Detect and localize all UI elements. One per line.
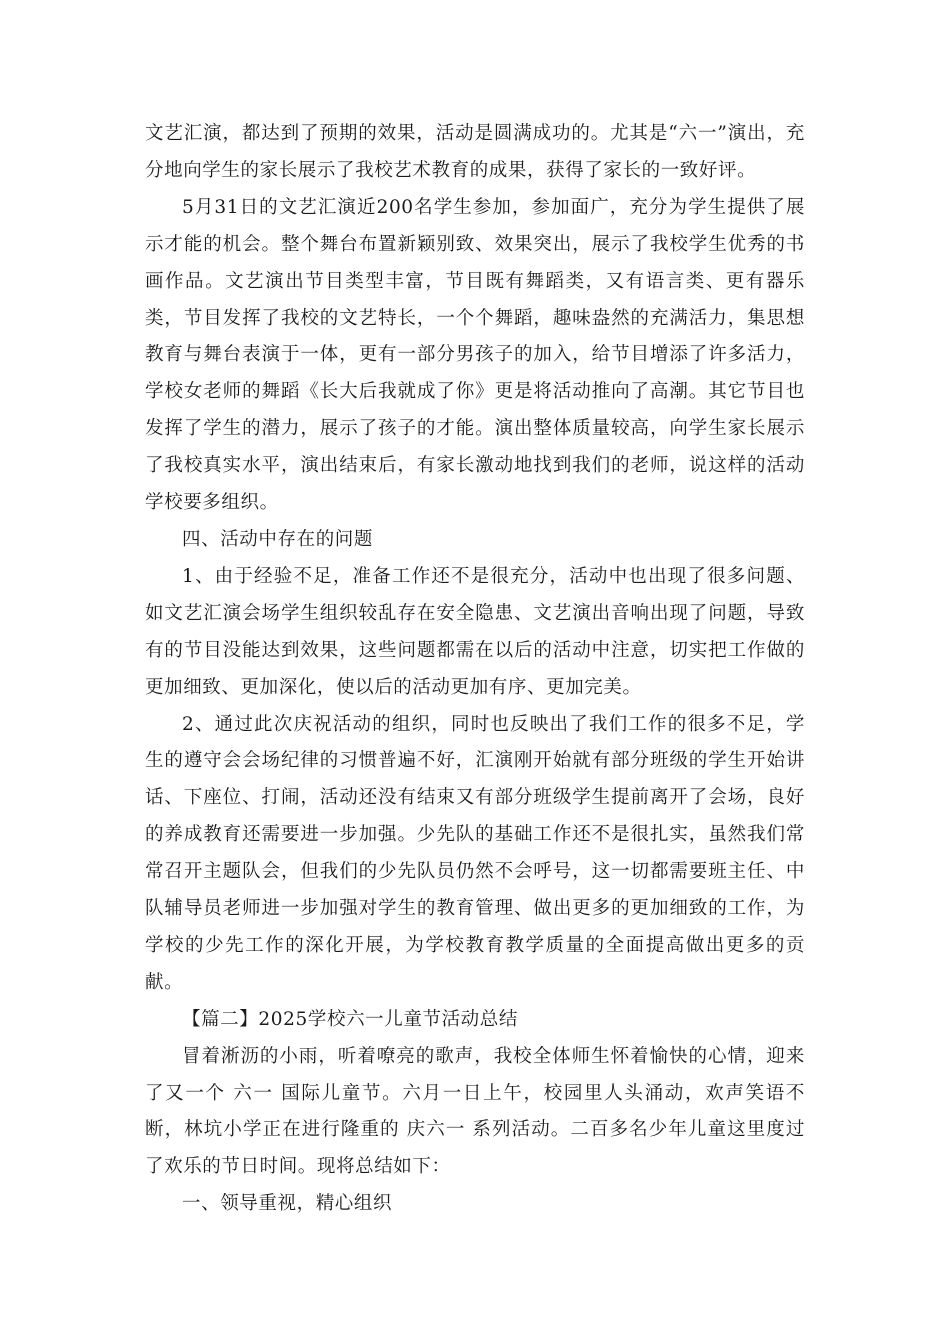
section-heading-problems: 四、活动中存在的问题 — [182, 528, 374, 550]
paragraph-continuation: 文艺汇演，都达到了预期的效果，活动是圆满成功的。尤其是“六一”演出，充分地向学生的家长展示了我校艺术教育的成果，获得了家长的一致好评。 — [145, 123, 805, 181]
paragraph-performance: 5月31日的文艺汇演近200名学生参加，参加面广，充分为学生提供了展示才能的机会。整个舞台布置新颖别致、效果突出，展示了我校学生优秀的书画作品。文艺演出节目类型丰富，节目既有舞蹈类，又有语言类、更有器乐类，节目发挥了我校的文艺特长，一个个舞蹈，趣味盎然的充满活力，集思想教育与舞台表演于一体，更有一部分男孩子的加入，给节目增添了许多活力，学校女老师的舞蹈《长大后我就成了你》更是将活动推向了高潮。其它节目也发挥了学生的潜力，展示了孩子的才能。演出整体质量较高，向学生家长展示了我校真实水平，演出结束后，有家长激动地找到我们的老师，说这样的活动学校要多组织。 — [145, 196, 805, 514]
section-heading-leadership: 一、领导重视，精心组织 — [182, 1193, 393, 1215]
document-body — [145, 116, 805, 1223]
paragraph-intro: 冒着淅沥的小雨，听着嘹亮的歌声，我校全体师生怀着愉快的心情，迎来了又一个 六一 国际儿童节。六月一日上午，校园里人头涌动，欢声笑语不断，林坑小学正在进行隆重的 庆六一 系列活动。二百多名少年儿童这里度过了欢乐的节日时间。现将总结如下： — [145, 1045, 805, 1178]
paragraph-problem-2: 2、通过此次庆祝活动的组织，同时也反映出了我们工作的很多不足，学生的遵守会会场纪律的习惯普遍不好，汇演刚开始就有部分班级的学生开始讲话、下座位、打闹，活动还没有结束又有部分班级学生提前离开了会场，良好的养成教育还需要进一步加强。少先队的基础工作还不是很扎实，虽然我们常常召开主题队会，但我们的少先队员仍然不会呼号，这一切都需要班主任、中队辅导员老师进一步加强对学生的教育管理、做出更多的更加细致的工作，为学校的少先工作的深化开展，为学校教育教学质量的全面提高做出更多的贡献。 — [145, 713, 805, 993]
paragraph-problem-1: 1、由于经验不足，准备工作还不是很充分，活动中也出现了很多问题、如文艺汇演会场学生组织较乱存在安全隐患、文艺演出音响出现了问题，导致有的节目没能达到效果，这些问题都需在以后的活动中注意，切实把工作做的更加细致、更加深化，使以后的活动更加有序、更加完美。 — [145, 565, 805, 698]
article-title-part-two: 【篇二】2025学校六一儿童节活动总结 — [182, 1008, 518, 1030]
